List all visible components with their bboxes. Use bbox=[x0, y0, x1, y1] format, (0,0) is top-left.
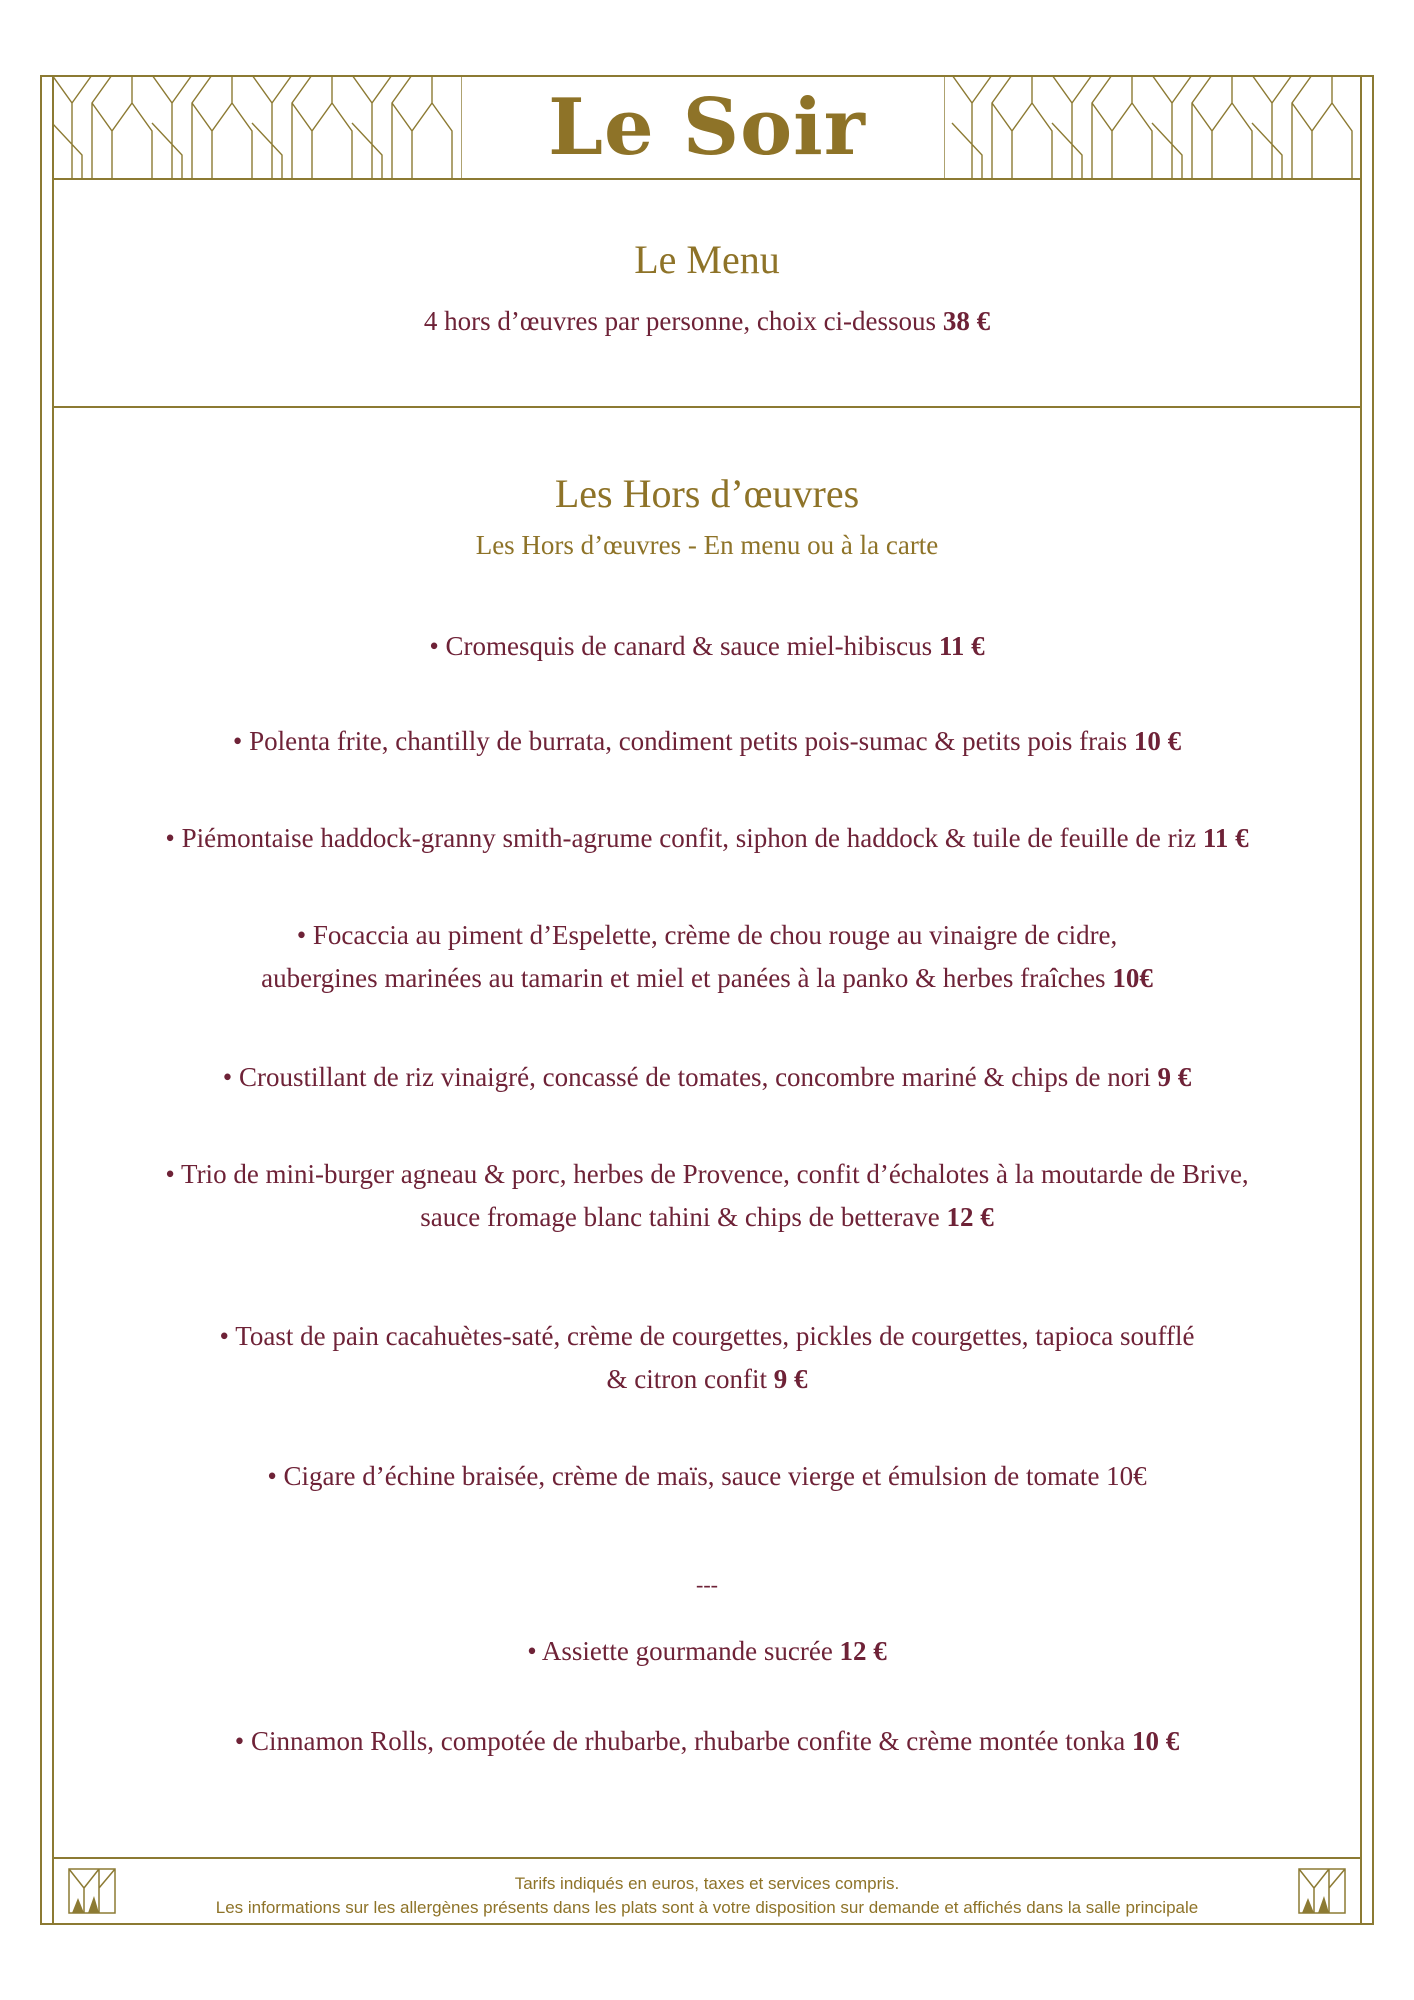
menu-divider bbox=[52, 406, 1362, 408]
item-text-continued: sauce fromage blanc tahini & chips de betterave bbox=[420, 1202, 940, 1232]
dessert-text: • Cinnamon Rolls, compotée de rhubarbe, rhubarbe confite & crème montée tonka bbox=[234, 1726, 1126, 1756]
footer-divider bbox=[52, 1857, 1362, 1859]
item-text: • Toast de pain cacahuètes-saté, crème de courgettes, pickles de courgettes, tapioca soufflé bbox=[219, 1321, 1195, 1351]
menu-subtitle bbox=[60, 306, 1354, 337]
item-price: 9 € bbox=[1157, 1062, 1192, 1092]
item-price: 9 € bbox=[773, 1364, 808, 1394]
item-text: • Cromesquis de canard & sauce miel-hibiscus bbox=[429, 631, 933, 661]
item-text-continued: aubergines marinées au tamarin et miel et panées à la panko & herbes fraîches bbox=[261, 963, 1106, 993]
item-text: • Polenta frite, chantilly de burrata, condiment petits pois-sumac & petits pois frais bbox=[232, 726, 1128, 756]
item-text: • Cigare d’échine braisée, crème de maïs, sauce vierge et émulsion de tomate bbox=[267, 1461, 1100, 1491]
dessert-price: 10 € bbox=[1131, 1726, 1180, 1756]
list-item bbox=[60, 1630, 1354, 1673]
list-item bbox=[60, 625, 1354, 668]
item-text-continued: & citron confit bbox=[606, 1364, 767, 1394]
restaurant-title: Le Soir bbox=[548, 82, 866, 173]
list-item bbox=[60, 1056, 1354, 1099]
footer-notice bbox=[100, 1872, 1314, 1920]
item-price: 10€ bbox=[1106, 1461, 1147, 1491]
item-text: • Trio de mini-burger agneau & porc, herbes de Provence, confit d’échalotes à la moutarde de Brive, bbox=[165, 1159, 1249, 1189]
menu-description: 4 hors d’œuvres par personne, choix ci-dessous bbox=[423, 306, 937, 336]
list-item bbox=[60, 817, 1354, 860]
list-item bbox=[60, 914, 1354, 1000]
footer-line-prices: Tarifs indiqués en euros, taxes et services compris. bbox=[514, 1874, 900, 1893]
list-item bbox=[60, 1315, 1354, 1401]
item-text: • Piémontaise haddock-granny smith-agrume confit, siphon de haddock & tuile de feuille de riz bbox=[165, 823, 1197, 853]
list-item bbox=[60, 1455, 1354, 1498]
item-price: 10 € bbox=[1133, 726, 1182, 756]
hors-subtitle: Les Hors d’œuvres - En menu ou à la carte bbox=[475, 530, 939, 560]
menu-title: Le Menu bbox=[634, 237, 780, 282]
list-item bbox=[60, 1720, 1354, 1763]
item-text: • Croustillant de riz vinaigré, concassé de tomates, concombre mariné & chips de nori bbox=[222, 1062, 1151, 1092]
item-price: 11 € bbox=[1202, 823, 1249, 853]
footer-line-allergens: Les informations sur les allergènes présents dans les plats sont à votre disposition sur demande et affichés dans la salle principale bbox=[215, 1898, 1199, 1917]
item-text: • Focaccia au piment d’Espelette, crème de chou rouge au vinaigre de cidre, bbox=[296, 920, 1118, 950]
item-price: 12 € bbox=[946, 1202, 994, 1232]
item-price: 11 € bbox=[938, 631, 985, 661]
dessert-text: • Assiette gourmande sucrée bbox=[527, 1636, 833, 1666]
dessert-separator: --- bbox=[696, 1572, 718, 1597]
item-price: 10€ bbox=[1112, 963, 1153, 993]
menu-price: 38 € bbox=[942, 306, 991, 336]
hors-title: Les Hors d’œuvres bbox=[554, 471, 860, 516]
dessert-price: 12 € bbox=[839, 1636, 887, 1666]
list-item bbox=[60, 1153, 1354, 1239]
list-item bbox=[60, 720, 1354, 763]
